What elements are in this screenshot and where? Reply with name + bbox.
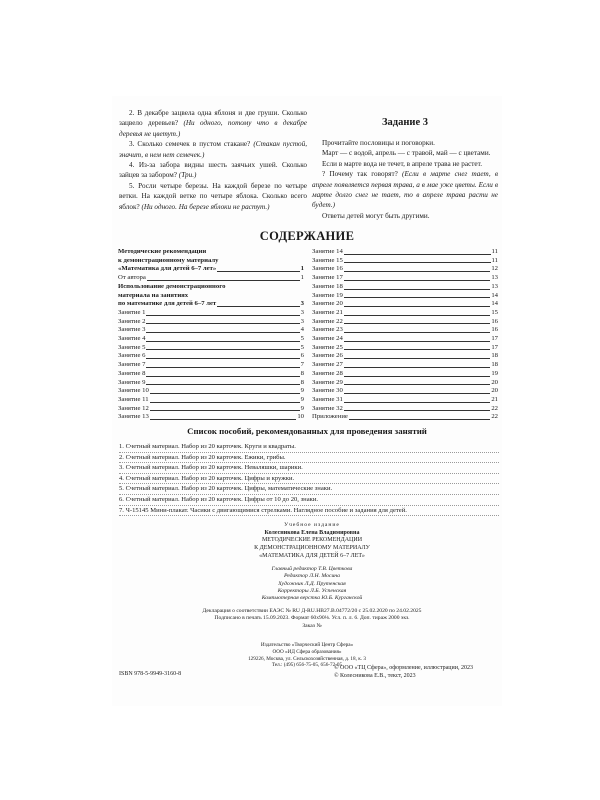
print-info: Подписано в печать 15.09.2023. Формат 60х90⅛. Усл. п. л. 6. Доп. тираж 2000 экз. (214, 615, 410, 622)
contents-entry (312, 257, 498, 266)
contents-leader-line (344, 262, 491, 263)
contents-entry (118, 283, 304, 292)
contents-leader-line (344, 393, 491, 394)
contents-leader-line (146, 341, 299, 342)
contents-entry (312, 361, 498, 370)
contents-leader-line (146, 323, 299, 324)
proverb-1: Март — с водой, апрель — с травой, май — с цветами. (322, 149, 491, 158)
riddle-4 (119, 160, 307, 181)
contents-entry-label: Занятие 31 (312, 395, 343, 403)
contents-entry-page: 8 (300, 378, 304, 386)
contents-entry (312, 300, 498, 309)
edition-type: Учебное издание (284, 522, 340, 528)
contents-entry (118, 387, 304, 396)
contents-entry-page: 17 (491, 343, 498, 351)
contents-leader-line (344, 254, 491, 255)
aid-item: 3. Счетный материал. Набор из 20 карточек. Неваляшки, шарики. (119, 463, 499, 474)
contents-leader-line (344, 315, 491, 316)
task-3-question (312, 169, 498, 211)
contents-entry-page: 7 (300, 361, 304, 369)
contents-entry-label: Занятие 13 (118, 413, 149, 421)
contents-entry-page: 14 (491, 300, 498, 308)
contents-entry-page: 3 (300, 300, 304, 308)
contents-leader-line (349, 419, 490, 420)
riddle-5-answer: (Ни одного. На березе яблоки не растут.) (141, 202, 270, 211)
contents-entry-page: 16 (491, 326, 498, 334)
copyright-line-1: © ООО «ТЦ Сфера», оформление, иллюстрации, 2023 (334, 665, 473, 671)
contents-entry-page: 21 (491, 395, 498, 403)
aids-title: Список пособий, рекомендованных для проведения занятий (187, 426, 427, 436)
contents-leader-line (217, 271, 299, 272)
book-title-line-2: К ДЕМОНСТРАЦИОННОМУ МАТЕРИАЛУ (254, 545, 370, 552)
riddle-5-text: 5. Росли четыре березы. На каждой березе по четыре ветки. На каждой ветке по четыре яблока. Сколько всего яблок? (119, 181, 307, 211)
contents-entry-label: Занятие 9 (118, 378, 146, 386)
contents-title: СОДЕРЖАНИЕ (259, 229, 355, 243)
contents-entry-label: Занятие 30 (312, 387, 343, 395)
contents-entry-label: Занятие 21 (312, 308, 343, 316)
contents-leader-line (344, 384, 491, 385)
contents-entry (312, 370, 498, 379)
contents-entry (312, 318, 498, 327)
contents-leader-line (344, 280, 491, 281)
contents-leader-line (344, 349, 491, 350)
contents-entry (312, 405, 498, 414)
contents-leader-line (344, 341, 491, 342)
order-number: Заказ № (302, 622, 322, 629)
riddles-column (119, 108, 307, 212)
contents-entry-page: 15 (491, 308, 498, 316)
contents-entry (312, 396, 498, 405)
contents-entry (312, 265, 498, 274)
contents-entry (312, 413, 498, 422)
book-page (112, 96, 502, 706)
riddle-3-text: 3. Сколько семечек в пустом стакане? (129, 140, 254, 149)
contents-entry-page: 13 (491, 274, 498, 282)
contents-entry-page: 3 (300, 317, 304, 325)
layout-credit: Компьютерная верстка Ю.Б. Курганской (261, 595, 363, 602)
contents-leader-line (150, 410, 300, 411)
contents-entry (118, 413, 304, 422)
contents-entry-label: Занятие 28 (312, 369, 343, 377)
contents-entry (118, 318, 304, 327)
contents-entry (118, 274, 304, 283)
contents-entry (118, 309, 304, 318)
imprint-block (192, 522, 432, 630)
contents-entry (312, 379, 498, 388)
contents-entry-page: 11 (491, 248, 498, 255)
contents-entry (312, 352, 498, 361)
contents-entry-label: Приложение (312, 413, 348, 421)
contents-entry (312, 387, 498, 396)
contents-entry-label: Занятие 24 (312, 335, 343, 343)
declaration: Декларация о соответствии ЕАЭС № RU Д-RU.НВ27.В.04772/20 с 25.02.2020 по 24.02.2025 (202, 607, 422, 614)
contents-entry-label: по математике для детей 6–7 лет (118, 300, 217, 308)
task-3-note: Ответы детей могут быть другими. (322, 211, 430, 220)
riddle-4-answer: (Три.) (178, 171, 197, 180)
contents-leader-line (344, 306, 491, 307)
contents-leader-line (344, 297, 491, 298)
contents-leader-line (344, 271, 491, 272)
contents-entry-label: Занятие 26 (312, 352, 343, 360)
contents-entry-label: Занятие 17 (312, 274, 343, 282)
copyright-line-2: © Колесникова Е.В., текст, 2023 (334, 673, 416, 679)
contents-leader-line (344, 289, 491, 290)
contents-leader-line (344, 402, 491, 403)
contents-entry-label: Занятие 8 (118, 369, 146, 377)
contents-entry-page: 4 (300, 326, 304, 334)
riddle-3 (119, 139, 307, 160)
contents-entry-label: Использование демонстрационного (118, 282, 226, 290)
contents-leader-line (146, 367, 299, 368)
contents-entry-label: Занятие 29 (312, 378, 343, 386)
contents-entry-label: Занятие 15 (312, 256, 343, 264)
contents-entry-label: Занятие 22 (312, 317, 343, 325)
contents-entry-label: Занятие 27 (312, 361, 343, 369)
task-3-intro: Прочитайте пословицы и поговорки. (322, 139, 435, 147)
contents-entry-label: материала на занятиях (118, 291, 189, 299)
contents-leader-line (344, 323, 491, 324)
contents-entry (312, 335, 498, 344)
contents-leader-line (344, 367, 491, 368)
contents-entry (312, 309, 498, 318)
contents-leader-line (146, 315, 299, 316)
contents-entry-label: «Математика для детей 6–7 лет» (118, 265, 217, 273)
contents-entry (118, 265, 304, 274)
contents-entry-page: 20 (491, 387, 498, 395)
artist: Художник Л.Д. Прутенская (278, 580, 346, 587)
riddle-2 (119, 108, 307, 139)
contents-entry-label: Занятие 25 (312, 343, 343, 351)
contents-entry-page: 10 (297, 413, 304, 421)
contents-leader-line (146, 358, 299, 359)
contents-entry-page: 22 (491, 413, 498, 421)
publisher-line-1: Издательство «Творческий Центр Сфера» (260, 642, 354, 648)
aid-item: 5. Счетный материал. Набор из 20 карточек. Цифры, математические знаки. (119, 484, 499, 495)
isbn: ISBN 978-5-9949-3160-8 (119, 671, 182, 677)
contents-entry-page: 1 (300, 265, 304, 273)
publisher-address: 129226, Москва, ул. Сельскохозяйственная, д. 18, к. 3 (248, 655, 366, 662)
publisher-line-2: ООО «ИД Сфера образования» (272, 648, 342, 655)
contents-entry-label: Занятие 12 (118, 404, 149, 412)
contents-entry (118, 248, 304, 257)
riddle-3-answer: (Стакан пустой, значит, в нем нет семечек.) (119, 140, 308, 159)
contents-entry (312, 326, 498, 335)
chief-editor: Главный редактор Т.В. Цветкова (271, 565, 353, 572)
contents-leader-line (150, 393, 300, 394)
aid-item: 2. Счетный материал. Набор из 20 карточек. Ежики, грибы. (119, 453, 499, 464)
contents-entry-label: Занятие 2 (118, 317, 146, 325)
contents-entry-page: 6 (300, 352, 304, 360)
contents-left-column (118, 248, 304, 422)
contents-leader-line (147, 280, 300, 281)
contents-entry-label: Занятие 16 (312, 265, 343, 273)
author-name: Колесникова Елена Владимировна (264, 529, 360, 536)
contents-entry-page: 11 (491, 256, 498, 264)
contents-entry-label: Занятие 7 (118, 361, 146, 369)
riddle-4-text: 4. Из-за забора видны шесть заячьих ушей. Сколько зайцев за забором? (119, 161, 307, 180)
contents-entry (118, 300, 304, 309)
proofreaders: Корректоры Л.Б. Успенская (277, 588, 347, 594)
contents-entry (312, 283, 498, 292)
contents-entry-page: 14 (491, 291, 498, 299)
question-answer: (Если в марте снег тает, в апреле появляется первая трава, а в мае уже цветы. Если в марте долго снег не тает, то в апреле трава расти не будет.) (312, 170, 499, 210)
publisher-phone: Тел.: (495) 656-75-05, 656-72-05 (271, 662, 343, 669)
contents-entry-page: 9 (300, 387, 304, 395)
contents-entry-label: Занятие 1 (118, 308, 146, 316)
contents-entry (118, 344, 304, 353)
contents-entry-page: 1 (300, 274, 304, 282)
contents-leader-line (146, 384, 299, 385)
contents-leader-line (344, 332, 491, 333)
task-3-title: Задание 3 (382, 116, 428, 128)
contents-entry-label: Занятие 14 (312, 248, 343, 255)
contents-entry-page: 13 (491, 282, 498, 290)
riddle-2-answer: (Ни одного, потому что в декабре деревья не цветут.) (119, 119, 307, 138)
contents-leader-line (344, 410, 491, 411)
contents-entry (312, 344, 498, 353)
contents-entry-label: Занятие 20 (312, 300, 343, 308)
contents-entry-label: Методические рекомендации (118, 248, 207, 255)
question-text: ? Почему так говорят? (322, 170, 403, 179)
contents-entry (118, 379, 304, 388)
contents-entry-label: Занятие 3 (118, 326, 146, 334)
contents-entry-page: 18 (491, 352, 498, 360)
contents-entry-page: 3 (300, 308, 304, 316)
aid-item: 1. Счетный материал. Набор из 20 карточек. Круги и квадраты. (119, 442, 499, 453)
contents-entry (118, 335, 304, 344)
contents-entry (118, 326, 304, 335)
aid-item: 7. Ч-15145 Мини-плакат. Часики с двигающимися стрелками. Наглядное пособие и задания для детей. (119, 506, 499, 517)
contents-entry (118, 361, 304, 370)
contents-entry (118, 352, 304, 361)
contents-entry-label: Занятие 23 (312, 326, 343, 334)
contents-leader-line (146, 349, 299, 350)
contents-leader-line (146, 376, 299, 377)
contents-entry-page: 18 (491, 361, 498, 369)
contents-entry-label: Занятие 10 (118, 387, 149, 395)
contents-entry-label: Занятие 19 (312, 291, 343, 299)
contents-entry (118, 370, 304, 379)
contents-leader-line (344, 376, 491, 377)
contents-entry-page: 9 (300, 395, 304, 403)
contents-entry-label: Занятие 11 (118, 395, 149, 403)
contents-entry-page: 20 (491, 378, 498, 386)
riddle-2-text: 2. В декабре зацвела одна яблоня и две груши. Сколько зацвело деревьев? (119, 109, 307, 128)
contents-leader-line (344, 358, 491, 359)
editor: Редактор Л.Н. Мосина (284, 573, 340, 580)
contents-entry (118, 396, 304, 405)
contents-entry-label: Занятие 5 (118, 343, 146, 351)
contents-leader-line (150, 402, 300, 403)
contents-entry-page: 5 (300, 335, 304, 343)
riddle-5 (119, 181, 307, 212)
contents-entry-page: 16 (491, 317, 498, 325)
copyright-block (334, 664, 504, 680)
book-title-line-1: МЕТОДИЧЕСКИЕ РЕКОМЕНДАЦИИ (261, 537, 363, 544)
contents-entry-page: 19 (491, 369, 498, 377)
contents-leader-line (146, 332, 299, 333)
contents-entry-label: Занятие 4 (118, 335, 146, 343)
contents-entry-label: к демонстрационному материалу (118, 256, 219, 264)
aid-item: 4. Счетный материал. Набор из 20 карточек. Цифры и кружки. (119, 474, 499, 485)
contents-entry-label: От автора (118, 274, 146, 282)
contents-entry-label: Занятие 6 (118, 352, 146, 360)
aids-list (119, 442, 499, 516)
contents-entry (312, 248, 498, 257)
contents-entry-page: 17 (491, 335, 498, 343)
aid-item: 6. Счетный материал. Набор из 20 карточек. Цифры от 10 до 20, знаки. (119, 495, 499, 506)
contents-entry (312, 292, 498, 301)
contents-entry (118, 257, 304, 266)
contents-entry-page: 9 (300, 404, 304, 412)
contents-leader-line (217, 306, 299, 307)
contents-entry-page: 5 (300, 343, 304, 351)
contents-entry-label: Занятие 32 (312, 404, 343, 412)
contents-entry-page: 22 (491, 404, 498, 412)
book-title-line-3: «МАТЕМАТИКА ДЛЯ ДЕТЕЙ 6–7 ЛЕТ» (259, 552, 365, 559)
contents-leader-line (150, 419, 297, 420)
contents-entry-label: Занятие 18 (312, 282, 343, 290)
proverb-2: Если в марте вода не течет, в апреле трава не растет. (322, 159, 482, 168)
contents-entry-page: 12 (491, 265, 498, 273)
task-3-column (312, 106, 498, 221)
contents-entry-page: 8 (300, 369, 304, 377)
contents-entry (118, 405, 304, 414)
contents-entry (118, 292, 304, 301)
contents-right-column (312, 248, 498, 422)
contents-entry (312, 274, 498, 283)
